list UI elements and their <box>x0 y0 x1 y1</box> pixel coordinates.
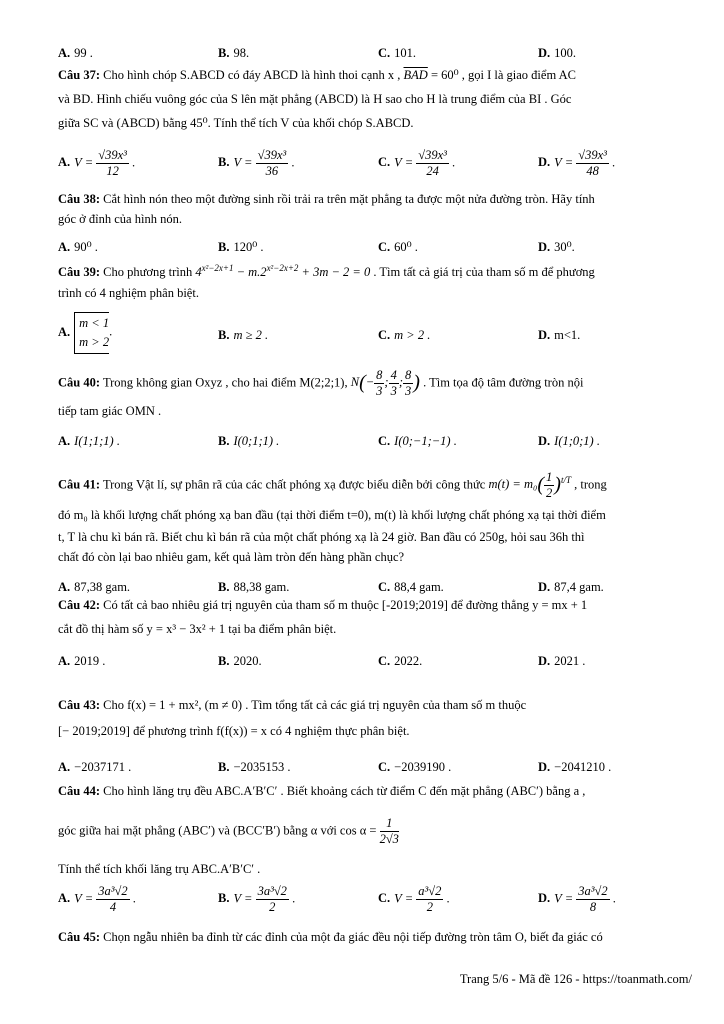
q37-line3: giữa SC và (ABCD) bằng 45⁰. Tính thể tích V của khối chóp S.ABCD. <box>58 116 414 130</box>
q38-option-c: C. 60⁰ . <box>378 240 418 254</box>
q37-line1: Câu 37: Cho hình chóp S.ABCD có đáy ABCD là hình thoi cạnh x , $\overline{BAD} = 60^0$ , gọi I là giao điểm AC <box>58 68 576 82</box>
q41-line1: Câu 41: Trong Vật lí, sự phân rã của các chất phóng xạ được biểu diễn bởi công thức m(t) = m₀( $\frac{1}{2}$ )$^{t/T}$ , trong <box>58 470 607 500</box>
q42-label: Câu 42: <box>58 598 101 612</box>
q42-line2: cắt đồ thị hàm số y = x³ − 3x² + 1 tại ba điểm phân biệt. <box>58 622 337 636</box>
q42-option-a: A. 2019 . <box>58 654 106 668</box>
q41-option-b: B. 88,38 gam. <box>218 580 290 594</box>
q41-line2: đó m₀ là khối lượng chất phóng xạ ban đầu (tại thời điểm t=0), m(t) là khối lượng chất phóng xạ tại thời điểm <box>58 508 606 522</box>
q44-cos-fraction: $\frac{1}{2√3}$ <box>379 816 399 846</box>
q44-line3: Tính thể tích khối lăng trụ ABC.A′B′C′ . <box>58 862 261 876</box>
q38-option-d: D. 30⁰. <box>538 240 575 254</box>
q41-line4: chất đó còn lại bao nhiêu gam, kết quả làm tròn đến hàng phần chục? <box>58 550 405 564</box>
page-footer: Trang 5/6 - Mã đề 126 - https://toanmath.com/ <box>459 972 692 986</box>
q44-option-b: B. V = $\frac{\text{3a³√2}}{2}$ . <box>218 884 296 914</box>
q42-option-d: D. 2021 . <box>538 654 586 668</box>
q40-options <box>58 432 698 454</box>
q37-line2: và BD. Hình chiếu vuông góc của S lên mặt phẳng (ABCD) là H sao cho H là trung điểm của BI . Góc <box>58 92 572 106</box>
q45-line1: Câu 45: Chọn ngẫu nhiên ba đỉnh từ các đỉnh của một đa giác đều nội tiếp đường tròn tâm O, biết đa giác có <box>58 930 603 944</box>
q39-line2: trình có 4 nghiệm phân biệt. <box>58 286 199 300</box>
q41-option-a: A. 87,38 gam. <box>58 580 131 594</box>
q36-option-b: B. 98. <box>218 46 250 60</box>
q40-label: Câu 40: <box>58 375 101 390</box>
q42-option-c: C. 2022. <box>378 654 423 668</box>
q43-option-a: A. −2037171 . <box>58 760 132 774</box>
q44-options <box>58 884 698 920</box>
q38-line2: góc ở đỉnh của hình nón. <box>58 212 182 226</box>
q37-option-a: A. V = $\frac{\text{√39x³}}{12}$ . <box>58 148 136 178</box>
q37-option-c: C. V = $\frac{\text{√39x³}}{24}$ . <box>378 148 456 178</box>
q43-options <box>58 758 698 780</box>
q42-option-b: B. 2020. <box>218 654 262 668</box>
q38-label: Câu 38: <box>58 192 101 206</box>
q38-line1: Câu 38: Cắt hình nón theo một đường sinh rồi trải ra trên mặt phẳng ta được một nửa đường tròn. Hãy tính <box>58 192 595 206</box>
q37-option-b: B. V = $\frac{\text{√39x³}}{36}$ . <box>218 148 295 178</box>
q43-line1: Câu 43: Cho f(x) = 1 + mx², (m ≠ 0) . Tìm tổng tất cả các giá trị nguyên của tham số m thuộc <box>58 698 527 712</box>
q43-label: Câu 43: <box>58 698 101 712</box>
q42-options <box>58 652 698 674</box>
q40-option-b: B. I(0;1;1) . <box>218 434 280 448</box>
q37-options <box>58 148 698 184</box>
q39-line1: Câu 39: Cho phương trình $4^{x^2-2x+1} - m.2^{x^2-2x+2} + 3m - 2 = 0$ . Tìm tất cả giá trị của tham số m để phương <box>58 263 595 280</box>
q41-option-d: D. 87,4 gam. <box>538 580 604 594</box>
q44-option-d: D. V = $\frac{\text{3a³√2}}{8}$ . <box>538 884 616 914</box>
q36-options <box>58 44 698 66</box>
q43-line2: [− 2019;2019] để phương trình f(f(x)) = x có 4 nghiệm thực phân biệt. <box>58 724 410 738</box>
q39-equation: $4^{x^2-2x+1} - m.2^{x^2-2x+2} + 3m - 2 = 0$ <box>195 263 371 280</box>
q40-line2: tiếp tam giác OMN . <box>58 404 162 418</box>
q41-label: Câu 41: <box>58 477 101 492</box>
q40-point-n: N(− $\frac{8}{3}$ ; $\frac{4}{3}$ ; $\frac{8}{3}$ ) <box>350 368 420 398</box>
q41-line3: t, T là chu kì bán rã. Biết chu kì bán rã của một chất phóng xạ là 24 giờ. Ban đầu có 250g, hỏi sau 36h thì <box>58 530 585 544</box>
q36-option-d: D. 100. <box>538 46 577 60</box>
q45-label: Câu 45: <box>58 930 101 944</box>
q44-option-a: A. V = $\frac{\text{3a³√2}}{4}$ . <box>58 884 136 914</box>
q38-option-b: B. 120⁰ . <box>218 240 264 254</box>
q41-option-c: C. 88,4 gam. <box>378 580 444 594</box>
q39-label: Câu 39: <box>58 265 101 280</box>
q40-option-c: C. I(0;−1;−1) . <box>378 434 457 448</box>
q39-option-d: D. m<1. <box>538 328 581 342</box>
q38-options <box>58 238 698 260</box>
q39-option-a: A. m < 1 m > 2 . <box>58 312 112 354</box>
q43-option-c: C. −2039190 . <box>378 760 452 774</box>
q44-line1: Câu 44: Cho hình lăng trụ đều ABC.A′B′C′ . Biết khoảng cách từ điểm C đến mặt phẳng (ABC′) bằng a , <box>58 784 586 798</box>
q42-line1: Câu 42: Có tất cả bao nhiêu giá trị nguyên của tham số m thuộc [-2019;2019] để đường thẳng y = mx + 1 <box>58 598 588 612</box>
q40-line1: Câu 40: Trong không gian Oxyz , cho hai điểm M(2;2;1), N(− $\frac{8}{3}$ ; $\frac{4}{3}$ ; $\frac{8}{3}$ ) . Tìm tọa độ tâm đường tròn nội <box>58 368 584 398</box>
q36-option-a: A. 99 . <box>58 46 93 60</box>
q40-option-d: D. I(1;0;1) . <box>538 434 600 448</box>
q36-option-c: C. 101. <box>378 46 417 60</box>
q38-option-a: A. 90⁰ . <box>58 240 98 254</box>
q43-option-b: B. −2035153 . <box>218 760 291 774</box>
q44-option-c: C. V = $\frac{\text{a³√2}}{2}$ . <box>378 884 450 914</box>
q43-option-d: D. −2041210 . <box>538 760 612 774</box>
q39-options <box>58 312 698 356</box>
q44-label: Câu 44: <box>58 784 101 798</box>
q37-label: Câu 37: <box>58 68 101 82</box>
q39-option-c: C. m > 2 . <box>378 328 431 342</box>
q44-line2: góc giữa hai mặt phẳng (ABC′) và (BCC′B′) bằng α với cos α = $\frac{1}{2√3}$ <box>58 816 399 846</box>
q41-formula: m(t) = m₀( $\frac{1}{2}$ )$^{t/T}$ <box>488 470 571 500</box>
q40-option-a: A. I(1;1;1) . <box>58 434 120 448</box>
q39-option-b: B. m ≥ 2 . <box>218 328 269 342</box>
q37-option-d: D. V = $\frac{\text{√39x³}}{48}$ . <box>538 148 616 178</box>
